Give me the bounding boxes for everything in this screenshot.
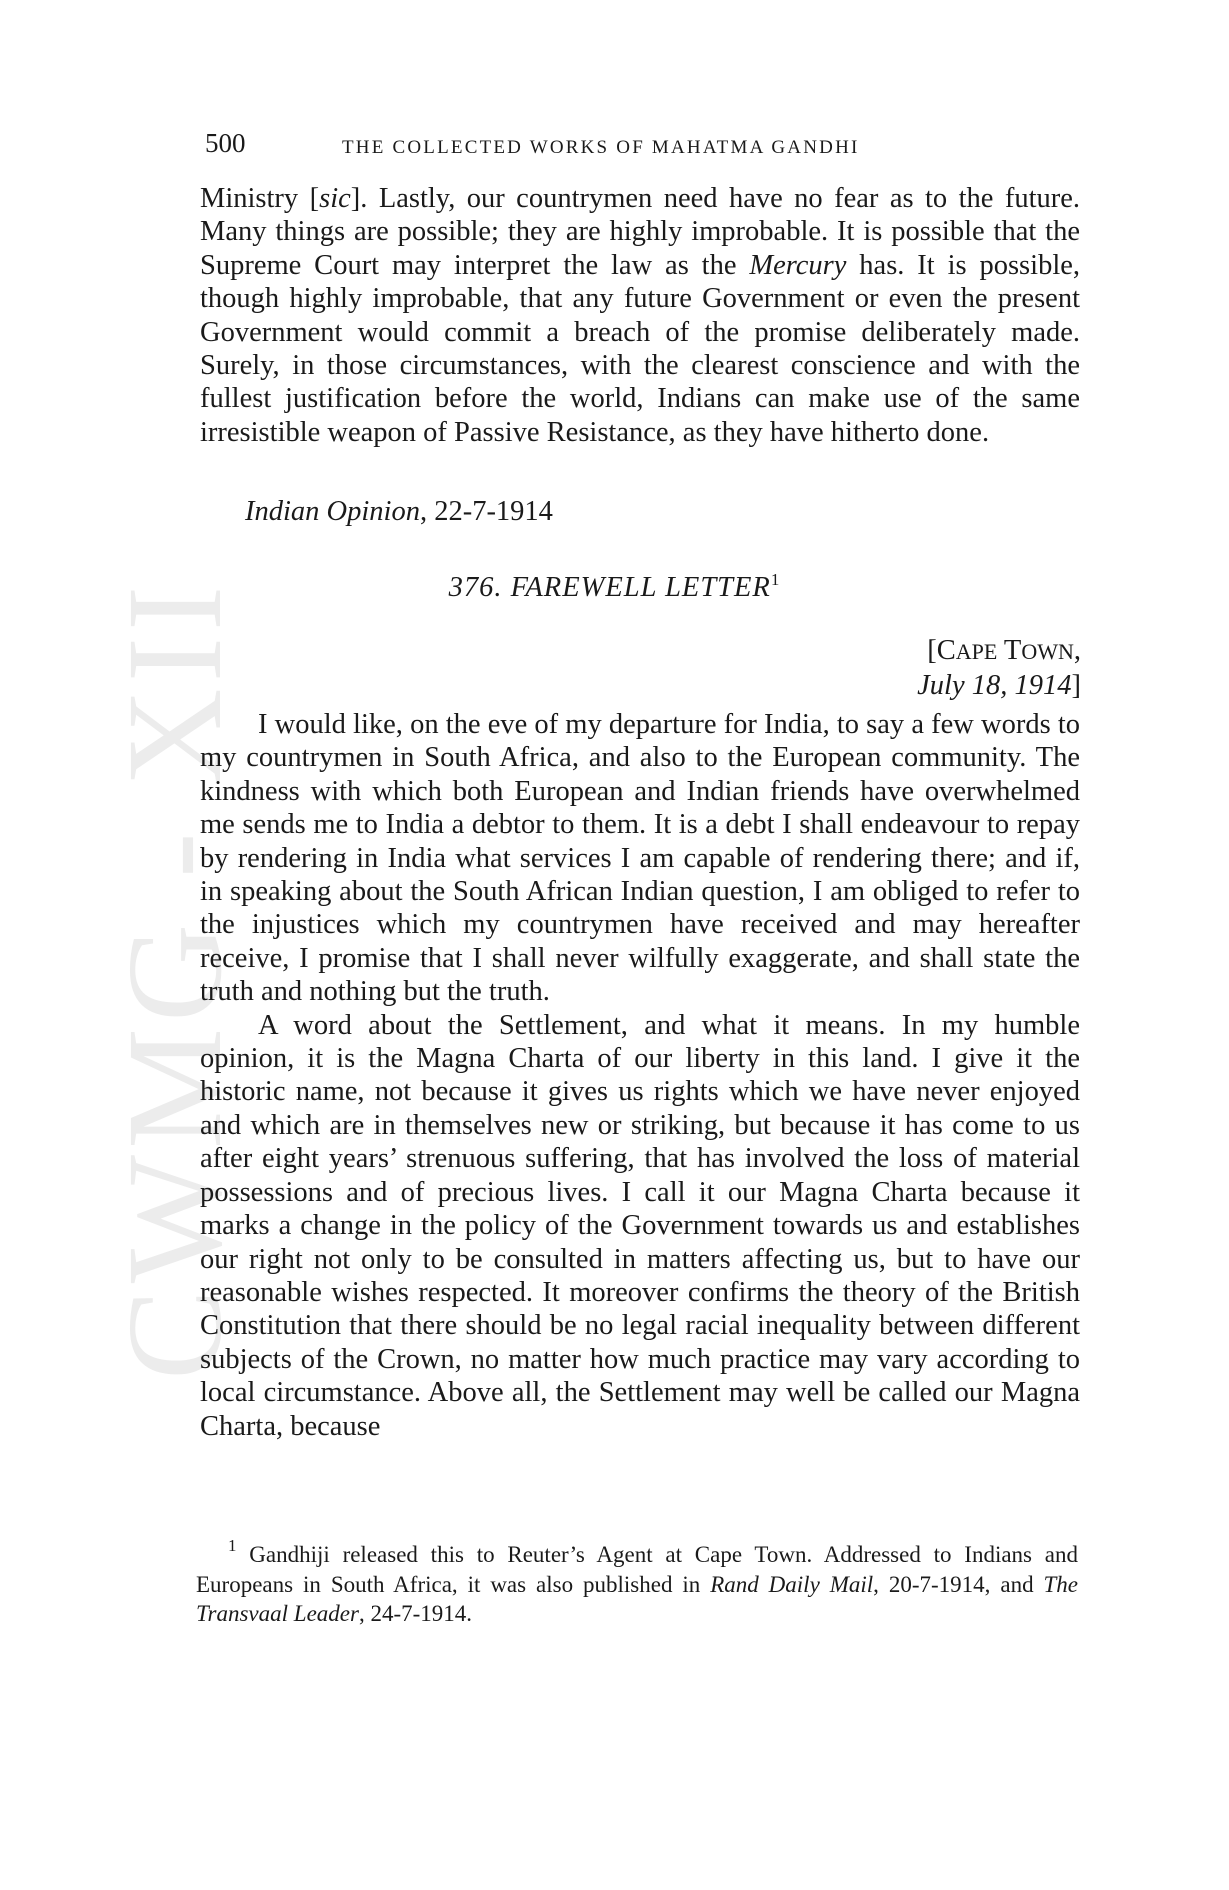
footnote — [196, 1536, 1079, 1629]
article-heading: 376. FAREWELL LETTER$^1$ — [448, 570, 781, 603]
page-header — [205, 128, 1085, 168]
dateline-place: [CAPE TOWN, — [927, 635, 1081, 666]
continuation-paragraph — [200, 182, 1080, 449]
footnote-text: $^1$ Gandhiji released this to Reuter’s Agent at Cape Town. Addressed to Indians and Europeans in South Africa, it was also published in Rand Daily Mail, 20-7-1914, and The Transvaal Leader, 24-7-1914. — [196, 1536, 1079, 1626]
letter-paragraph-2: A word about the Settlement, and what it means. In my humble opinion, it is the Magna Charta of our liberty in this land. I give it the historic name, not because it gives us rights which we have never enjoyed and which are in themselves new or striking, but because it has come to us after eight years’ strenuous suffering, that has involved the loss of material possessions and of precious lives. I call it our Magna Charta because it marks a change in the policy of the Government towards us and establishes our right not only to be consulted in matters affecting us, but to have our reasonable wishes respected. It moreover confirms the theory of the British Constitution that there should be no legal racial inequality between different subjects of the Crown, no matter how much practice may vary according to local circumstance. Above all, the Settlement may well be called our Magna Charta, because — [200, 1009, 1080, 1442]
dateline-date: July 18, 1914] — [917, 670, 1081, 701]
source-date: , 22-7-1914 — [419, 496, 553, 527]
running-head: THE COLLECTED WORKS OF MAHATMA GANDHI — [342, 137, 860, 158]
footnote-ref: 1 — [770, 570, 781, 589]
footnote-number: 1 — [228, 1536, 237, 1555]
page-number: 500 — [205, 128, 246, 158]
letter-body — [200, 708, 1080, 1443]
source-citation — [245, 496, 553, 528]
mercury-title: Mercury — [749, 249, 847, 281]
watermark-text: CWMG - XII — [100, 579, 250, 1380]
dateline — [917, 634, 1081, 703]
continuation-text: Ministry [sic]. Lastly, our countrymen need have no fear as to the future. Many things are possible; they are highly improbable. It is possible that the Supreme Court may interpret the law as the Mercury has. It is possible, though highly improbable, that any future Government or even the present Government would commit a breach of the promise deliberately made. Surely, in those circumstances, with the clearest conscience and with the fullest justification before the world, Indians can make use of the same irresistible weapon of Passive Resistance, as they have hitherto done. — [200, 183, 1081, 448]
source-publication: Indian Opinion — [245, 496, 420, 527]
letter-paragraph-1: I would like, on the eve of my departure for India, to say a few words to my countrymen in South Africa, and also to the European community. The kindness with which both European and Indian friends have overwhelmed me sends me to India a debtor to them. It is a debt I shall endeavour to repay by rendering in India what services I am capable of rendering there; and if, in speaking about the South African Indian question, I am obliged to refer to the injustices which my countrymen have received and may hereafter receive, I promise that I shall never wilfully exaggerate, and shall state the truth and nothing but the truth. — [200, 709, 1080, 1008]
